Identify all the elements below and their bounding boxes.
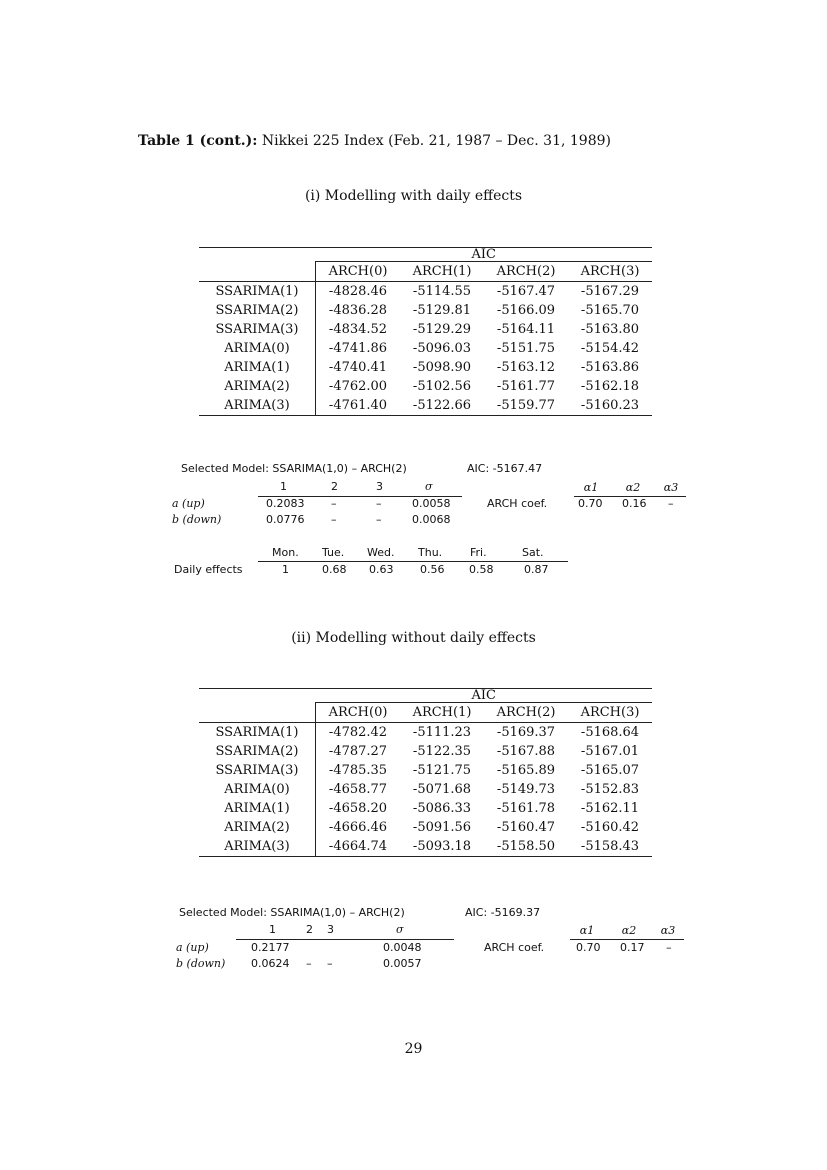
column-header: ARCH(0)	[316, 262, 401, 282]
table-cell: 0.0624	[251, 957, 290, 970]
table-cell: -5114.55	[412, 284, 472, 299]
table-cell: -5102.56	[412, 379, 472, 394]
row-label: ARIMA(1)	[199, 358, 316, 377]
column-header: ARCH(1)	[400, 703, 484, 723]
row-label: SSARIMA(3)	[199, 320, 316, 339]
row-label: ARIMA(3)	[199, 396, 316, 416]
table-cell: –	[376, 513, 382, 526]
table-caption	[138, 133, 611, 149]
arch-header: α2	[625, 481, 641, 494]
table-cell: –	[666, 941, 672, 954]
coef-header: 3	[327, 923, 334, 936]
table-row	[199, 742, 652, 761]
page-number: 29	[404, 1041, 423, 1057]
table-cell: -4785.35	[328, 763, 388, 778]
arch-header: α2	[621, 924, 637, 937]
selected-model-2: Selected Model: SSARIMA(1,0) – ARCH(2)	[179, 906, 405, 919]
table-cell: -5158.43	[568, 837, 652, 857]
table-row	[199, 320, 652, 339]
day-header: Thu.	[418, 546, 443, 559]
table-cell: -5167.88	[496, 744, 556, 759]
table-cell: 0.58	[469, 563, 494, 576]
table-cell: 0.56	[420, 563, 445, 576]
coef-row-label: a (up)	[176, 941, 209, 954]
table-cell: -4828.46	[328, 284, 388, 299]
table-cell: -5086.33	[412, 801, 472, 816]
table-cell: -5169.37	[496, 725, 556, 740]
coef-row-label: b (down)	[176, 957, 226, 970]
table-cell: 0.0776	[266, 513, 305, 526]
coef-header: 3	[376, 480, 383, 493]
table-cell: 0.17	[620, 941, 645, 954]
table-cell: -5167.29	[580, 284, 640, 299]
table-cell: -4666.46	[328, 820, 388, 835]
table-row	[199, 377, 652, 396]
caption-label: Table 1 (cont.):	[138, 133, 258, 149]
table-cell: -4787.27	[328, 744, 388, 759]
table-cell: -5162.11	[580, 801, 640, 816]
aic-corner	[199, 248, 316, 262]
table-cell: -5091.56	[412, 820, 472, 835]
table-cell: 0.70	[578, 497, 603, 510]
table-cell: -4740.41	[328, 360, 388, 375]
rule	[236, 939, 454, 940]
table-cell: -5162.18	[580, 379, 640, 394]
table-row	[199, 358, 652, 377]
table-cell: -5165.89	[496, 763, 556, 778]
table-cell: 0.0057	[383, 957, 422, 970]
table-cell: 0.70	[576, 941, 601, 954]
table-cell: 0.0048	[383, 941, 422, 954]
table-row	[199, 761, 652, 780]
arch-header: α1	[579, 924, 595, 937]
coef-row-label: a (up)	[172, 497, 205, 510]
aic-table-no-daily-effects	[199, 688, 652, 857]
table-cell: 0.0068	[412, 513, 451, 526]
day-header: Mon.	[272, 546, 299, 559]
table-cell: -5163.80	[580, 322, 640, 337]
table-row	[199, 339, 652, 358]
caption-text: Nikkei 225 Index (Feb. 21, 1987 – Dec. 31, 1989)	[261, 133, 611, 149]
coef-header: σ	[425, 480, 433, 493]
aic-header: AIC	[316, 689, 653, 703]
coef-row-label: b (down)	[172, 513, 222, 526]
table-cell: -5121.75	[412, 763, 472, 778]
aic-corner	[199, 689, 316, 703]
table-cell: 0.2177	[251, 941, 290, 954]
table-row	[199, 282, 652, 302]
coef-header: 2	[306, 923, 313, 936]
rule	[570, 939, 684, 940]
table-cell: -5159.77	[484, 396, 568, 416]
arch-header: α3	[663, 481, 679, 494]
row-label: SSARIMA(3)	[199, 761, 316, 780]
selected-aic-1: AIC: -5167.47	[467, 462, 543, 475]
section1-title: (i) Modelling with daily effects	[304, 188, 523, 204]
table-cell: –	[376, 497, 382, 510]
row-label: SSARIMA(2)	[199, 742, 316, 761]
arch-header: α1	[583, 481, 599, 494]
table-cell: -5093.18	[400, 837, 484, 857]
table-cell: -5129.81	[412, 303, 472, 318]
table-cell: -5160.23	[568, 396, 652, 416]
table-cell: -5163.86	[580, 360, 640, 375]
table-cell: -5154.42	[580, 341, 640, 356]
coef-header: σ	[396, 923, 404, 936]
table-cell: -5152.83	[580, 782, 640, 797]
table-cell: 0.63	[369, 563, 394, 576]
table-row	[199, 301, 652, 320]
table-row	[199, 799, 652, 818]
coef-header: 1	[269, 923, 276, 936]
row-label: ARIMA(1)	[199, 799, 316, 818]
table-cell: -4834.52	[328, 322, 388, 337]
table-cell: -5167.47	[496, 284, 556, 299]
table-cell: -4836.28	[328, 303, 388, 318]
table-cell: -4782.42	[328, 725, 388, 740]
column-header: ARCH(1)	[400, 262, 484, 282]
table-cell: -5168.64	[580, 725, 640, 740]
table-cell: -5160.47	[496, 820, 556, 835]
column-header: ARCH(0)	[316, 703, 401, 723]
table-cell: -4658.20	[328, 801, 388, 816]
coef-header: 1	[280, 480, 287, 493]
table-cell: -5166.09	[496, 303, 556, 318]
table-cell: -4741.86	[328, 341, 388, 356]
table-cell: 0.87	[524, 563, 549, 576]
column-header: ARCH(3)	[568, 703, 652, 723]
row-label: SSARIMA(1)	[199, 282, 316, 302]
table-cell: 0.0058	[412, 497, 451, 510]
table-row	[199, 723, 652, 743]
table-cell: –	[327, 957, 333, 970]
table-cell: -5161.78	[496, 801, 556, 816]
table-cell: -5161.77	[496, 379, 556, 394]
row-label: ARIMA(3)	[199, 837, 316, 857]
row-label: ARIMA(0)	[199, 339, 316, 358]
rule	[258, 561, 568, 562]
table-cell: –	[331, 513, 337, 526]
table-cell: -4761.40	[316, 396, 401, 416]
table-row	[199, 837, 652, 857]
selected-model-1: Selected Model: SSARIMA(1,0) – ARCH(2)	[181, 462, 407, 475]
table-cell: 0.68	[322, 563, 347, 576]
table-row	[199, 818, 652, 837]
table-cell: -5158.50	[484, 837, 568, 857]
table-cell: 0.16	[622, 497, 647, 510]
day-header: Wed.	[367, 546, 395, 559]
table-cell: -5149.73	[496, 782, 556, 797]
table-cell: -5163.12	[496, 360, 556, 375]
coef-header: 2	[331, 480, 338, 493]
row-label: SSARIMA(1)	[199, 723, 316, 743]
column-header: ARCH(3)	[568, 262, 652, 282]
table-cell: -4664.74	[316, 837, 401, 857]
table-cell: -5098.90	[412, 360, 472, 375]
table-cell: -4658.77	[328, 782, 388, 797]
arch-label: ARCH coef.	[487, 497, 548, 510]
aic-table-daily-effects	[199, 247, 652, 416]
table-cell: –	[668, 497, 674, 510]
table-cell: -5167.01	[580, 744, 640, 759]
row-label: ARIMA(2)	[199, 377, 316, 396]
row-label: SSARIMA(2)	[199, 301, 316, 320]
arch-label: ARCH coef.	[484, 941, 545, 954]
table-cell: –	[331, 497, 337, 510]
daily-effects-label: Daily effects	[174, 563, 243, 576]
day-header: Fri.	[470, 546, 487, 559]
table-cell: -5129.29	[412, 322, 472, 337]
column-header: ARCH(2)	[484, 262, 568, 282]
table-cell: -5164.11	[496, 322, 556, 337]
table-row	[199, 780, 652, 799]
column-header: ARCH(2)	[484, 703, 568, 723]
table-cell: -5122.66	[400, 396, 484, 416]
table-cell: -5111.23	[412, 725, 472, 740]
table-cell: -5096.03	[412, 341, 472, 356]
table-cell: 1	[282, 563, 289, 576]
table-cell: -5122.35	[412, 744, 472, 759]
aic-header: AIC	[316, 248, 653, 262]
day-header: Tue.	[322, 546, 345, 559]
table-cell: -5160.42	[580, 820, 640, 835]
section2-title: (ii) Modelling without daily effects	[291, 630, 536, 646]
day-header: Sat.	[522, 546, 544, 559]
arch-header: α3	[660, 924, 676, 937]
table-row	[199, 396, 652, 416]
table-cell: -4762.00	[328, 379, 388, 394]
table-cell: –	[306, 957, 312, 970]
table-cell: -5071.68	[412, 782, 472, 797]
table-cell: -5165.70	[580, 303, 640, 318]
row-label: ARIMA(0)	[199, 780, 316, 799]
table-cell: -5165.07	[580, 763, 640, 778]
selected-aic-2: AIC: -5169.37	[465, 906, 541, 919]
row-label: ARIMA(2)	[199, 818, 316, 837]
table-cell: 0.2083	[266, 497, 305, 510]
table-cell: -5151.75	[496, 341, 556, 356]
